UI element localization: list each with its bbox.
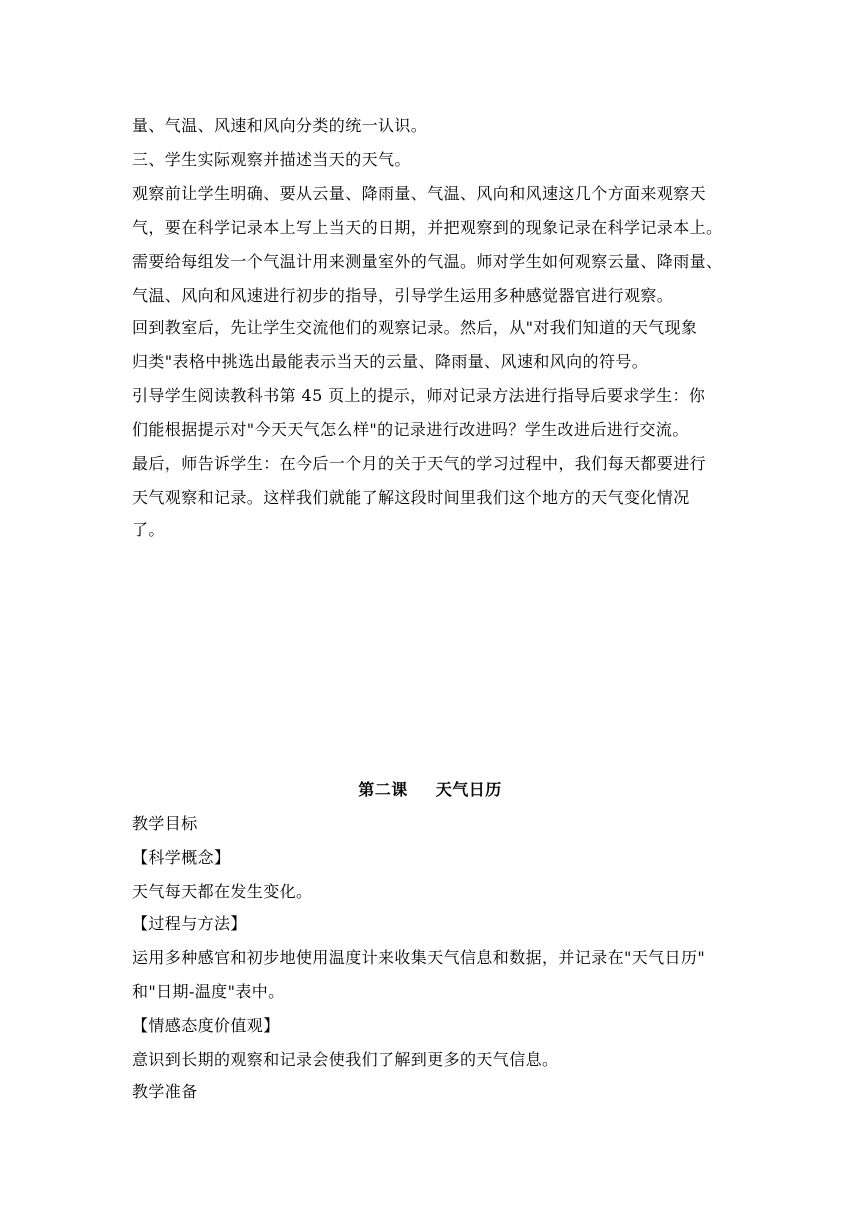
paragraph-line: 最后，师告诉学生：在今后一个月的关于天气的学习过程中，我们每天都要进行 [132,454,707,473]
paragraph-line: 意识到长期的观察和记录会使我们了解到更多的天气信息。 [132,1050,559,1069]
paragraph-line: 运用多种感官和初步地使用温度计来收集天气信息和数据，并记录在"天气日历" [132,948,706,967]
paragraph-line: 观察前让学生明确、要从云量、降雨量、气温、风向和风速这几个方面来观察天 [132,184,707,203]
heading-teaching-preparation: 教学准备 [132,1082,198,1101]
lesson-title [0,780,860,800]
lesson-number: 第二课 [358,780,408,799]
paragraph-line: 引导学生阅读教科书第 45 页上的提示，师对记录方法进行指导后要求学生：你 [132,386,706,405]
paragraph-line: 归类"表格中挑选出最能表示当天的云量、降雨量、风速和风向的符号。 [132,352,649,371]
paragraph-line: 们能根据提示对"今天天气怎么样"的记录进行改进吗？学生改进后进行交流。 [132,420,689,439]
paragraph-line: 天气每天都在发生变化。 [132,882,313,901]
subheading-process-method: 【过程与方法】 [132,914,247,933]
paragraph-line: 气，要在科学记录本上写上当天的日期，并把观察到的现象记录在科学记录本上。 [132,218,723,237]
subheading-attitude-values: 【情感态度价值观】 [132,1016,280,1035]
heading-teaching-goals: 教学目标 [132,814,198,833]
paragraph-line: 天气观察和记录。这样我们就能了解这段时间里我们这个地方的天气变化情况 [132,488,690,507]
paragraph-line: 需要给每组发一个气温计用来测量室外的气温。师对学生如何观察云量、降雨量、 [132,252,723,271]
paragraph-line: 和"日期-温度"表中。 [132,982,285,1001]
lesson-name: 天气日历 [435,780,502,799]
subheading-science-concept: 【科学概念】 [132,848,231,867]
paragraph-line: 了。 [132,520,165,539]
section-heading: 三、学生实际观察并描述当天的天气。 [132,150,411,169]
paragraph-line: 气温、风向和风速进行初步的指导，引导学生运用多种感觉器官进行观察。 [132,286,674,305]
paragraph-line: 回到教室后，先让学生交流他们的观察记录。然后，从"对我们知道的天气现象 [132,318,698,337]
paragraph-line: 量、气温、风速和风向分类的统一认识。 [132,116,428,135]
